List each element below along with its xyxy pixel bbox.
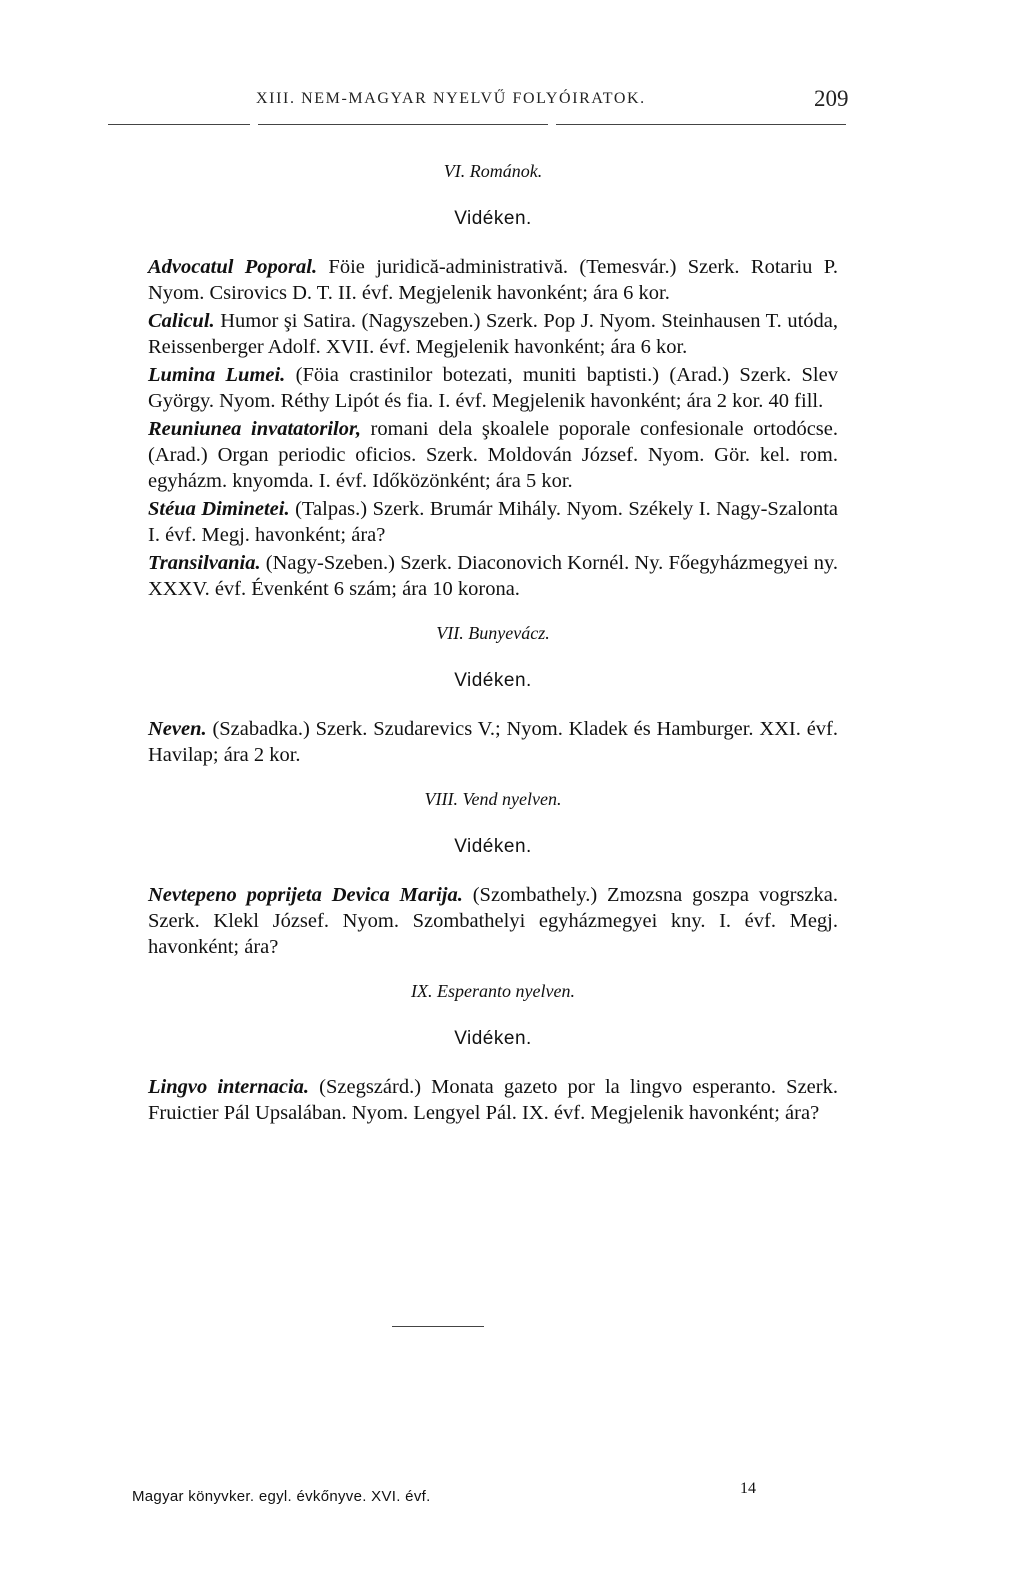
header-rule-2: [258, 124, 548, 125]
periodical-details: Föie juridică-administrativă. (Temesvár.) Szerk. Rotariu P. Nyom. Csirovics D. T. II. évf. Megjelenik havonként; ára 6 kor.: [148, 256, 838, 304]
page-header: [0, 86, 1024, 116]
section-title: VIII. Vend nyelven.: [424, 789, 562, 809]
periodical-title: Neven.: [148, 718, 207, 740]
section-title: VII. Bunyevácz.: [436, 623, 550, 643]
periodical-details: (Talpas.) Szerk. Brumár Mihály. Nyom. Székely I. Nagy-Szalonta I. évf. Megj. havonként; ára?: [148, 498, 839, 546]
periodical-title: Lumina Lumei.: [148, 364, 286, 386]
footer-text: Magyar könyvker. egyl. évkőnyve. XVI. évf.: [132, 1488, 431, 1505]
section-subtitle: Vidéken.: [454, 670, 532, 691]
signature-mark: 14: [740, 1480, 756, 1497]
periodical-details: (Szombathely.) Zmozsna goszpa vogrszka. Szerk. Klekl József. Nyom. Szombathelyi egyházmegyei kny. I. évf. Megj. havonként; ára?: [148, 884, 838, 958]
periodical-title: Transilvania.: [148, 552, 261, 574]
periodical-title: Nevtepeno poprijeta Devica Marija.: [148, 884, 463, 906]
periodical-entry: [148, 362, 838, 414]
section-title: IX. Esperanto nyelven.: [411, 981, 575, 1001]
periodical-entry: [148, 496, 838, 548]
header-rule-1: [108, 124, 250, 125]
periodical-entry: [148, 254, 838, 306]
section-title: VI. Románok.: [443, 161, 543, 181]
page-footer: [0, 1480, 1024, 1510]
periodical-details: (Szabadka.) Szerk. Szudarevics V.; Nyom. Kladek és Hamburger. XXI. évf. Havilap; ára 2 kor.: [148, 718, 838, 766]
end-rule: [392, 1326, 484, 1327]
header-rule-3: [556, 124, 846, 125]
periodical-title: Reuniunea invatatorilor,: [148, 418, 361, 440]
periodical-entry: [148, 1074, 838, 1126]
section-subtitle: Vidéken.: [454, 1028, 532, 1049]
periodical-entry: [148, 308, 838, 360]
body-text: [148, 148, 838, 1144]
periodical-title: Calicul.: [148, 310, 215, 332]
page-number: 209: [814, 86, 849, 111]
periodical-entry: [148, 716, 838, 768]
running-title: XIII. NEM-MAGYAR NYELVŰ FOLYÓIRATOK.: [256, 90, 646, 107]
periodical-details: (Föia crastinilor botezati, muniti baptisti.) (Arad.) Szerk. Slev György. Nyom. Réthy Lipót és fia. I. évf. Megjelenik havonként; ára 2 kor. 40 fill.: [148, 364, 838, 412]
section-subtitle: Vidéken.: [454, 836, 532, 857]
periodical-title: Advocatul Poporal.: [148, 256, 318, 278]
periodical-entry: [148, 882, 838, 960]
periodical-title: Stéua Diminetei.: [148, 498, 290, 520]
section-subtitle: Vidéken.: [454, 208, 532, 229]
periodical-details: (Szegszárd.) Monata gazeto por la lingvo esperanto. Szerk. Fruictier Pál Upsalában. Nyom. Lengyel Pál. IX. évf. Megjelenik havonként; ára?: [148, 1076, 838, 1124]
periodical-title: Lingvo internacia.: [148, 1076, 310, 1098]
periodical-details: romani dela şkoalele poporale confesionale ortodócse. (Arad.) Organ periodic oficios. Szerk. Moldován József. Nyom. Gör. kel. rom. egyházm. knyomda. I. évf. Időközönként; ára 5 kor.: [148, 418, 838, 492]
periodical-details: Humor şi Satira. (Nagyszeben.) Szerk. Pop J. Nyom. Steinhausen T. utóda, Reissenberger Adolf. XVII. évf. Megjelenik havonként; ára 6 kor.: [148, 310, 838, 358]
periodical-entry: [148, 550, 838, 602]
periodical-entry: [148, 416, 838, 494]
periodical-details: (Nagy-Szeben.) Szerk. Diaconovich Kornél. Ny. Főegyházmegyei ny. XXXV. évf. Évenként 6 szám; ára 10 korona.: [148, 552, 838, 600]
